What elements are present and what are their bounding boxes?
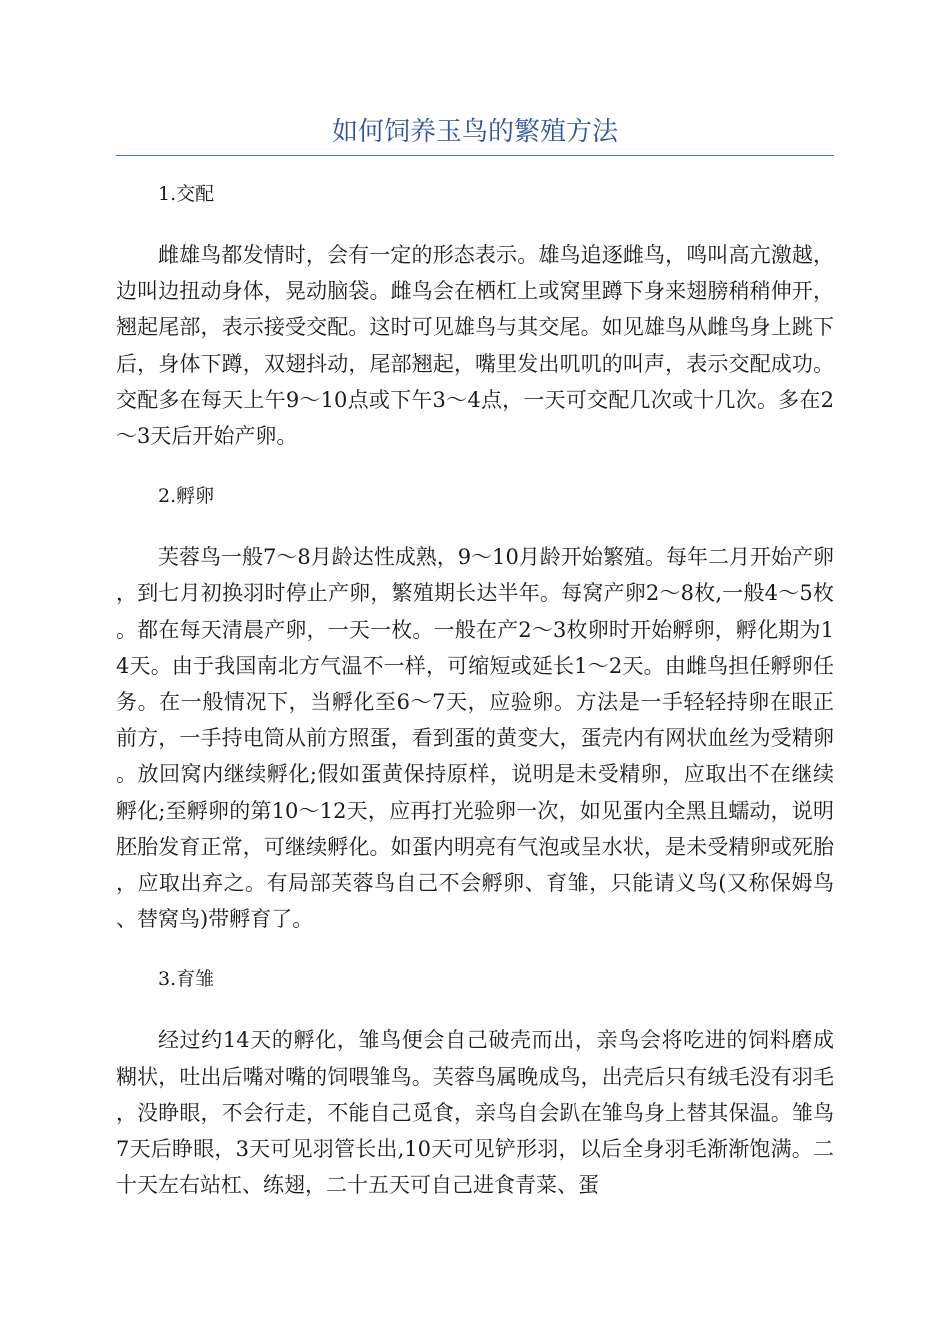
document-page [116,0,834,1344]
section-heading: 1.交配 [158,183,215,205]
document-title: 如何饲养玉鸟的繁殖方法 [331,117,618,147]
section-paragraph: 雌雄鸟都发情时，会有一定的形态表示。雄鸟追逐雌鸟，鸣叫高亢激越，边叫边扭动身体，晃动脑袋。雌鸟会在栖杠上或窝里蹲下身来翅膀稍稍伸开，翘起尾部，表示接受交配。这时可见雄鸟与其交尾。如见雄鸟从雌鸟身上跳下后，身体下蹲，双翅抖动，尾部翘起，嘴里发出叽叽的叫声，表示交配成功。交配多在每天上午9～10点或下午3～4点，一天可交配几次或十几次。多在2～3天后开始产卵。 [116,243,834,449]
section-brooding [116,961,834,1203]
section-heading: 3.育雏 [158,968,215,991]
section-incubation [116,478,834,961]
document-body [116,176,834,1203]
title-underline [116,155,834,156]
section-paragraph: 经过约14天的孵化，雏鸟便会自己破壳而出，亲鸟会将吃进的饲料磨成糊状，吐出后嘴对嘴的饲喂雏鸟。芙蓉鸟属晚成鸟，出壳后只有绒毛没有羽毛，没睁眼，不会行走，不能自己觅食，亲鸟自会趴在雏鸟身上替其保温。雏鸟7天后睁眼，3天可见羽管长出,10天可见铲形羽，以后全身羽毛渐渐饱满。二十天左右站杠、练翅，二十五天可自己进食青菜、蛋 [116,1028,834,1198]
section-mating [116,176,834,478]
section-heading: 2.孵卵 [158,485,215,508]
section-paragraph: 芙蓉鸟一般7～8月龄达性成熟，9～10月龄开始繁殖。每年二月开始产卵，到七月初换羽时停止产卵，繁殖期长达半年。每窝产卵2～8枚,一般4～5枚。都在每天清晨产卵，一天一枚。一般在产2～3枚卵时开始孵卵，孵化期为14天。由于我国南北方气温不一样，可缩短或延长1～2天。由雌鸟担任孵卵任务。在一般情况下，当孵化至6～7天，应验卵。方法是一手轻轻持卵在眼正前方，一手持电筒从前方照蛋，看到蛋的黄变大，蛋壳内有网状血丝为受精卵。放回窝内继续孵化;假如蛋黄保持原样，说明是未受精卵，应取出不在继续孵化;至孵卵的第10～12天，应再打光验卵一次，如见蛋内全黑且蠕动，说明胚胎发育正常，可继续孵化。如蛋内明亮有气泡或呈水状，是未受精卵或死胎，应取出弃之。有局部芙蓉鸟自己不会孵卵、育雏，只能请义鸟(又称保姆鸟、替窝鸟)带孵育了。 [116,545,834,932]
